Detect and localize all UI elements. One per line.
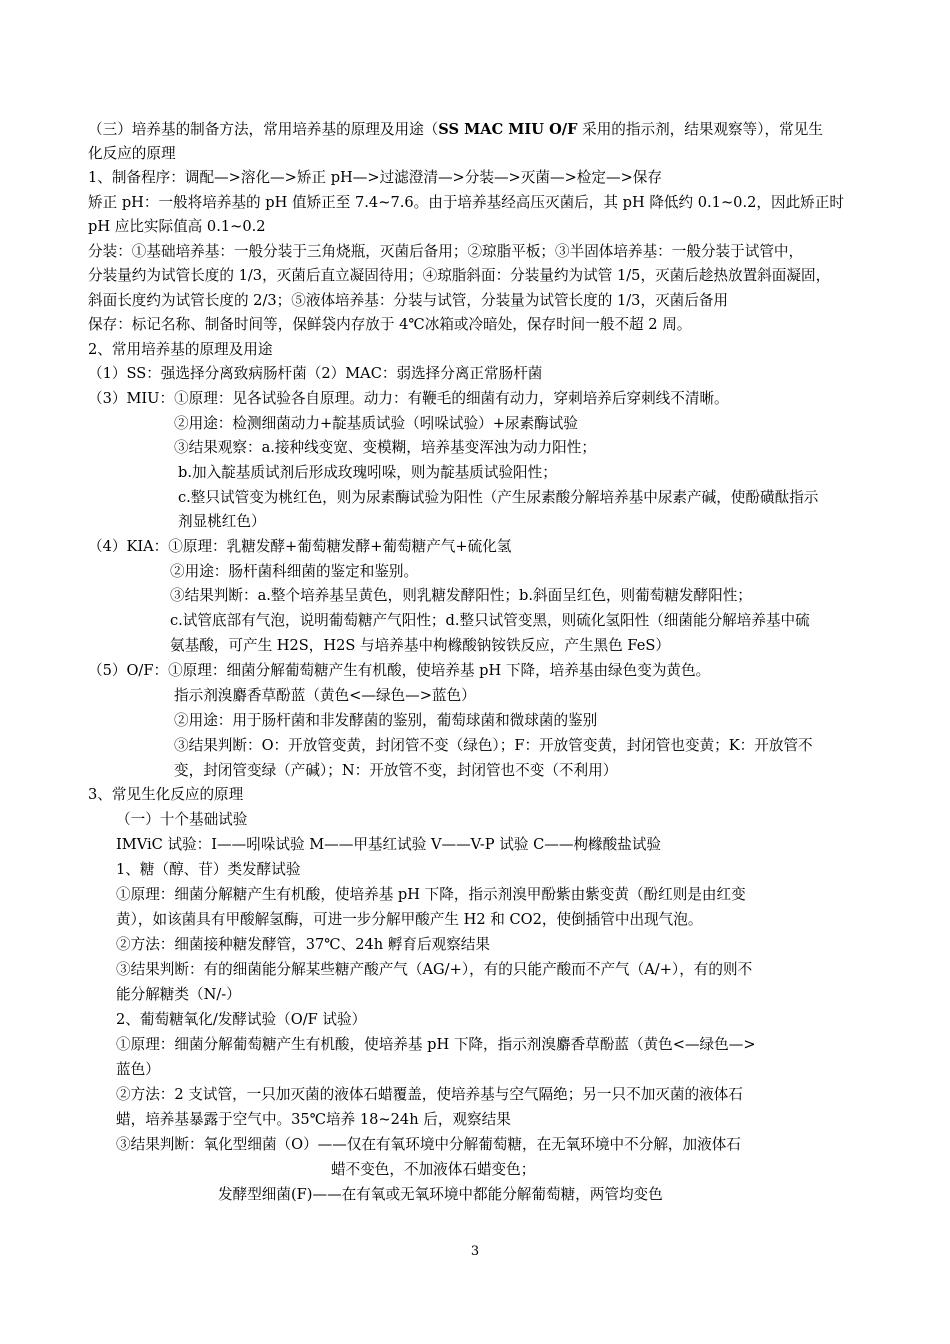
text-line: 3、常见生化反应的原理 [88,786,244,803]
text-line: （1）SS：强选择分离致病肠杆菌（2）MAC：弱选择分离正常肠杆菌 [88,365,543,382]
text-line: 蓝色） [116,1061,160,1078]
text-line: ②方法：2 支试管，一只加灭菌的液体石蜡覆盖，使培养基与空气隔绝；另一只不加灭菌的液体石 [116,1086,743,1103]
text-line: ②用途：检测细菌动力+靛基质试验（吲哚试验）+尿素酶试验 [174,415,578,432]
text-line: （5）O/F：①原理：细菌分解葡萄糖产生有机酸，使培养基 pH 下降，培养基由绿色变为黄色。 [88,662,711,679]
text-line: （一）十个基础试验 [116,811,248,828]
text-line: c.试管底部有气泡，说明葡萄糖产气阳性；d.整只试管变黑，则硫化氢阳性（细菌能分解培养基中硫 [170,612,810,629]
text-line: 2、葡萄糖氧化/发酵试验（O/F 试验） [116,1011,367,1028]
text-line: ③结果判断：氧化型细菌（O）——仅在有氧环境中分解葡萄糖，在无氧环境中不分解，加液体石 [116,1136,741,1153]
text-line: 保存：标记名称、制备时间等，保鲜袋内存放于 4℃冰箱或冷暗处，保存时间一般不超 2 周。 [88,316,692,333]
text-line: ②用途：用于肠杆菌和非发酵菌的鉴别，葡萄球菌和微球菌的鉴别 [174,712,598,729]
text-line: ②用途：肠杆菌科细菌的鉴定和鉴别。 [170,563,419,580]
text-line: ③结果判断：O：开放管变黄，封闭管不变（绿色）；F：开放管变黄，封闭管也变黄；K：开放管不 [174,737,813,754]
text-line: ③结果观察：a.接种线变宽、变模糊，培养基变浑浊为动力阳性； [174,439,596,456]
text-line: ②方法：细菌接种糖发酵管，37℃、24h 孵育后观察结果 [116,936,490,953]
text-line: 剂显桃红色） [178,513,266,530]
text-line: （4）KIA：①原理：乳糖发酵+葡萄糖发酵+葡萄糖产气+硫化氢 [88,538,512,555]
text-line: pH 应比实际值高 0.1~0.2 [88,218,266,235]
text-line: 能分解糖类（N/-） [116,986,241,1003]
text-line: 2、常用培养基的原理及用途 [88,341,273,358]
text-line: ①原理：细菌分解葡萄糖产生有机酸，使培养基 pH 下降，指示剂溴麝香草酚蓝（黄色<—绿色—> [116,1036,756,1053]
text-line: 矫正 pH：一般将培养基的 pH 值矫正至 7.4~7.6。由于培养基经高压灭菌后，其 pH 降低约 0.1~0.2，因此矫正时 [88,194,844,211]
text-line: ①原理：细菌分解糖产生有机酸，使培养基 pH 下降，指示剂溴甲酚紫由紫变黄（酚红则是由红变 [116,886,746,903]
text-line: 变，封闭管变绿（产碱）；N：开放管不变，封闭管也不变（不利用） [174,762,618,779]
text-line: ③结果判断：有的细菌能分解某些糖产酸产气（AG/+），有的只能产酸而不产气（A/+），有的则不 [116,961,753,978]
text-line: c.整只试管变为桃红色，则为尿素酶试验为阳性（产生尿素酸分解培养基中尿素产碱，使酚磺酞指示 [178,489,819,506]
text-line: （三）培养基的制备方法，常用培养基的原理及用途（SS MAC MIU O/F 采用的指示剂，结果观察等），常见生 [88,121,823,138]
text-line: 指示剂溴麝香草酚蓝（黄色<—绿色—>蓝色） [174,687,476,704]
text-line: 发酵型细菌(F)——在有氧或无氧环境中都能分解葡萄糖，两管均变色 [218,1186,663,1203]
text-line: 氨基酸，可产生 H2S，H2S 与培养基中枸橼酸钠铵铁反应，产生黑色 FeS） [170,637,670,654]
text-line: 1、糖（醇、苷）类发酵试验 [116,861,301,878]
text-line: 蜡，培养基暴露于空气中。35℃培养 18~24h 后，观察结果 [116,1111,511,1128]
text-line: 斜面长度约为试管长度的 2/3；⑤液体培养基：分装与试管，分装量为试管长度的 1/3，灭菌后备用 [88,292,729,309]
text-line: IMViC 试验：I——吲哚试验 M——甲基红试验 V——V-P 试验 C——枸橼酸盐试验 [116,836,662,853]
text-line: （3）MIU：①原理：见各试验各自原理。动力：有鞭毛的细菌有动力，穿刺培养后穿刺线不清晰。 [88,390,729,407]
text-line: 1、制备程序：调配—>溶化—>矫正 pH—>过滤澄清—>分装—>灭菌—>检定—>保存 [88,169,662,186]
text-line: 化反应的原理 [88,145,176,162]
page-number: 3 [470,1244,480,1259]
text-line: 蜡不变色，不加液体石蜡变色； [331,1161,536,1178]
text-line: ③结果判断：a.整个培养基呈黄色，则乳糖发酵阳性；b.斜面呈红色，则葡萄糖发酵阳性； [170,587,752,604]
text-line: 黄），如该菌具有甲酸解氢酶，可进一步分解甲酸产生 H2 和 CO2，使倒插管中出现气泡。 [116,911,703,928]
text-line: 分装量约为试管长度的 1/3，灭菌后直立凝固待用；④琼脂斜面：分装量约为试管 1/5，灭菌后趁热放置斜面凝固， [88,267,831,284]
text-line: 分装：①基础培养基：一般分装于三角烧瓶，灭菌后备用；②琼脂平板；③半固体培养基：一般分装于试管中， [88,243,804,260]
text-line: b.加入靛基质试剂后形成玫瑰吲哚，则为靛基质试验阳性； [178,464,557,481]
